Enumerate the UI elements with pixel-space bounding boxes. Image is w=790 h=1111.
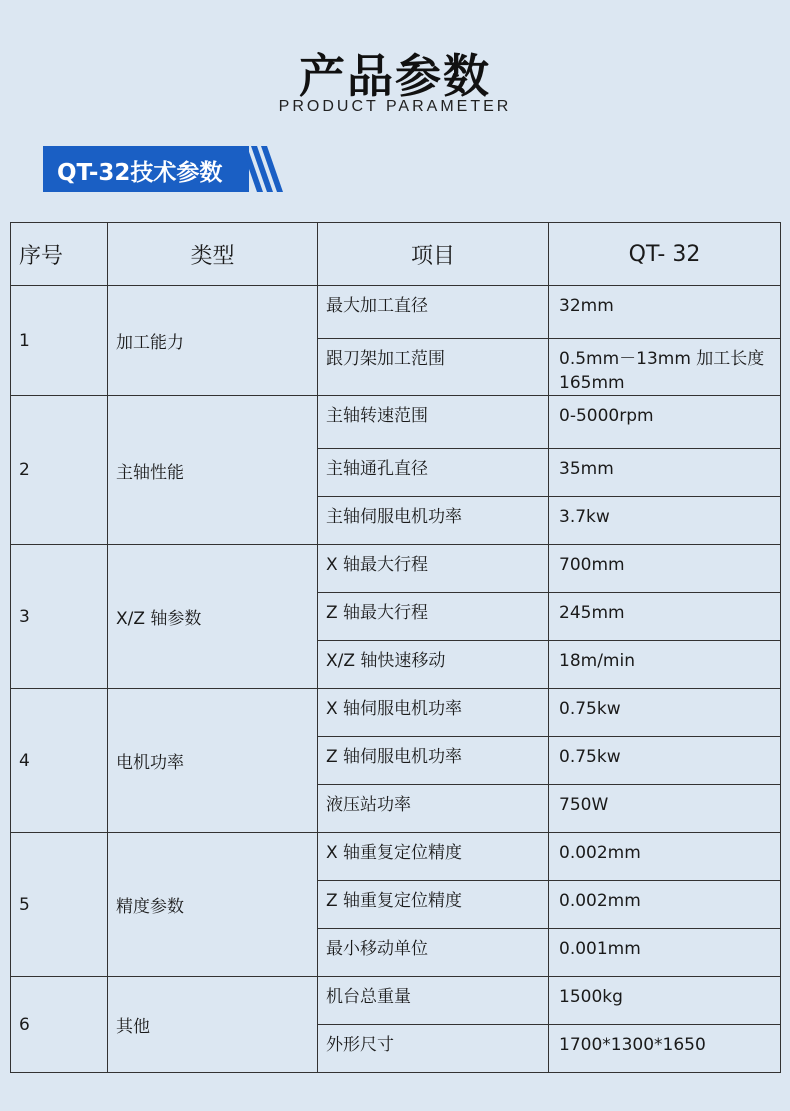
table-row — [11, 977, 781, 1025]
item-cell: 跟刀架加工范围 — [318, 339, 549, 396]
item-cell: X 轴重复定位精度 — [318, 833, 549, 881]
table-row — [11, 689, 781, 737]
header-item: 项目 — [318, 223, 549, 286]
group-type: 电机功率 — [108, 689, 318, 833]
item-cell: X 轴伺服电机功率 — [318, 689, 549, 737]
value-cell: 35mm — [549, 449, 781, 497]
value-cell: 750W — [549, 785, 781, 833]
item-cell: Z 轴伺服电机功率 — [318, 737, 549, 785]
group-index: 2 — [11, 396, 108, 545]
table-row — [11, 286, 781, 339]
value-cell: 0.001mm — [549, 929, 781, 977]
group-index: 4 — [11, 689, 108, 833]
group-type: 加工能力 — [108, 286, 318, 396]
value-cell: 700mm — [549, 545, 781, 593]
item-cell: 主轴伺服电机功率 — [318, 497, 549, 545]
value-cell: 3.7kw — [549, 497, 781, 545]
item-cell: 主轴转速范围 — [318, 396, 549, 449]
item-cell: 最大加工直径 — [318, 286, 549, 339]
value-cell: 0-5000rpm — [549, 396, 781, 449]
item-cell: X 轴最大行程 — [318, 545, 549, 593]
value-cell: 245mm — [549, 593, 781, 641]
table-row — [11, 545, 781, 593]
value-cell: 1500kg — [549, 977, 781, 1025]
table-row — [11, 396, 781, 449]
banner-label: QT-32技术参数 — [57, 160, 223, 186]
parameter-table — [10, 222, 781, 1073]
section-banner — [43, 146, 283, 192]
value-cell: 0.002mm — [549, 833, 781, 881]
group-type: X/Z 轴参数 — [108, 545, 318, 689]
value-cell: 0.5mm－13mm 加工长度 165mm — [549, 339, 781, 396]
table-row — [11, 833, 781, 881]
item-cell: X/Z 轴快速移动 — [318, 641, 549, 689]
group-type: 精度参数 — [108, 833, 318, 977]
group-type: 其他 — [108, 977, 318, 1073]
table-header-row — [11, 223, 781, 286]
page-title: 产品参数 — [299, 49, 491, 103]
value-cell: 18m/min — [549, 641, 781, 689]
page-subtitle: PRODUCT PARAMETER — [278, 98, 512, 115]
header-index: 序号 — [11, 223, 108, 286]
header-type: 类型 — [108, 223, 318, 286]
group-index: 3 — [11, 545, 108, 689]
item-cell: Z 轴最大行程 — [318, 593, 549, 641]
value-cell: 0.75kw — [549, 737, 781, 785]
header-model: QT- 32 — [549, 223, 781, 286]
item-cell: 最小移动单位 — [318, 929, 549, 977]
item-cell: 机台总重量 — [318, 977, 549, 1025]
item-cell: 主轴通孔直径 — [318, 449, 549, 497]
value-cell: 1700*1300*1650 — [549, 1025, 781, 1073]
group-index: 5 — [11, 833, 108, 977]
item-cell: Z 轴重复定位精度 — [318, 881, 549, 929]
value-cell: 0.75kw — [549, 689, 781, 737]
item-cell: 液压站功率 — [318, 785, 549, 833]
value-cell: 32mm — [549, 286, 781, 339]
group-type: 主轴性能 — [108, 396, 318, 545]
group-index: 6 — [11, 977, 108, 1073]
group-index: 1 — [11, 286, 108, 396]
value-cell: 0.002mm — [549, 881, 781, 929]
item-cell: 外形尺寸 — [318, 1025, 549, 1073]
